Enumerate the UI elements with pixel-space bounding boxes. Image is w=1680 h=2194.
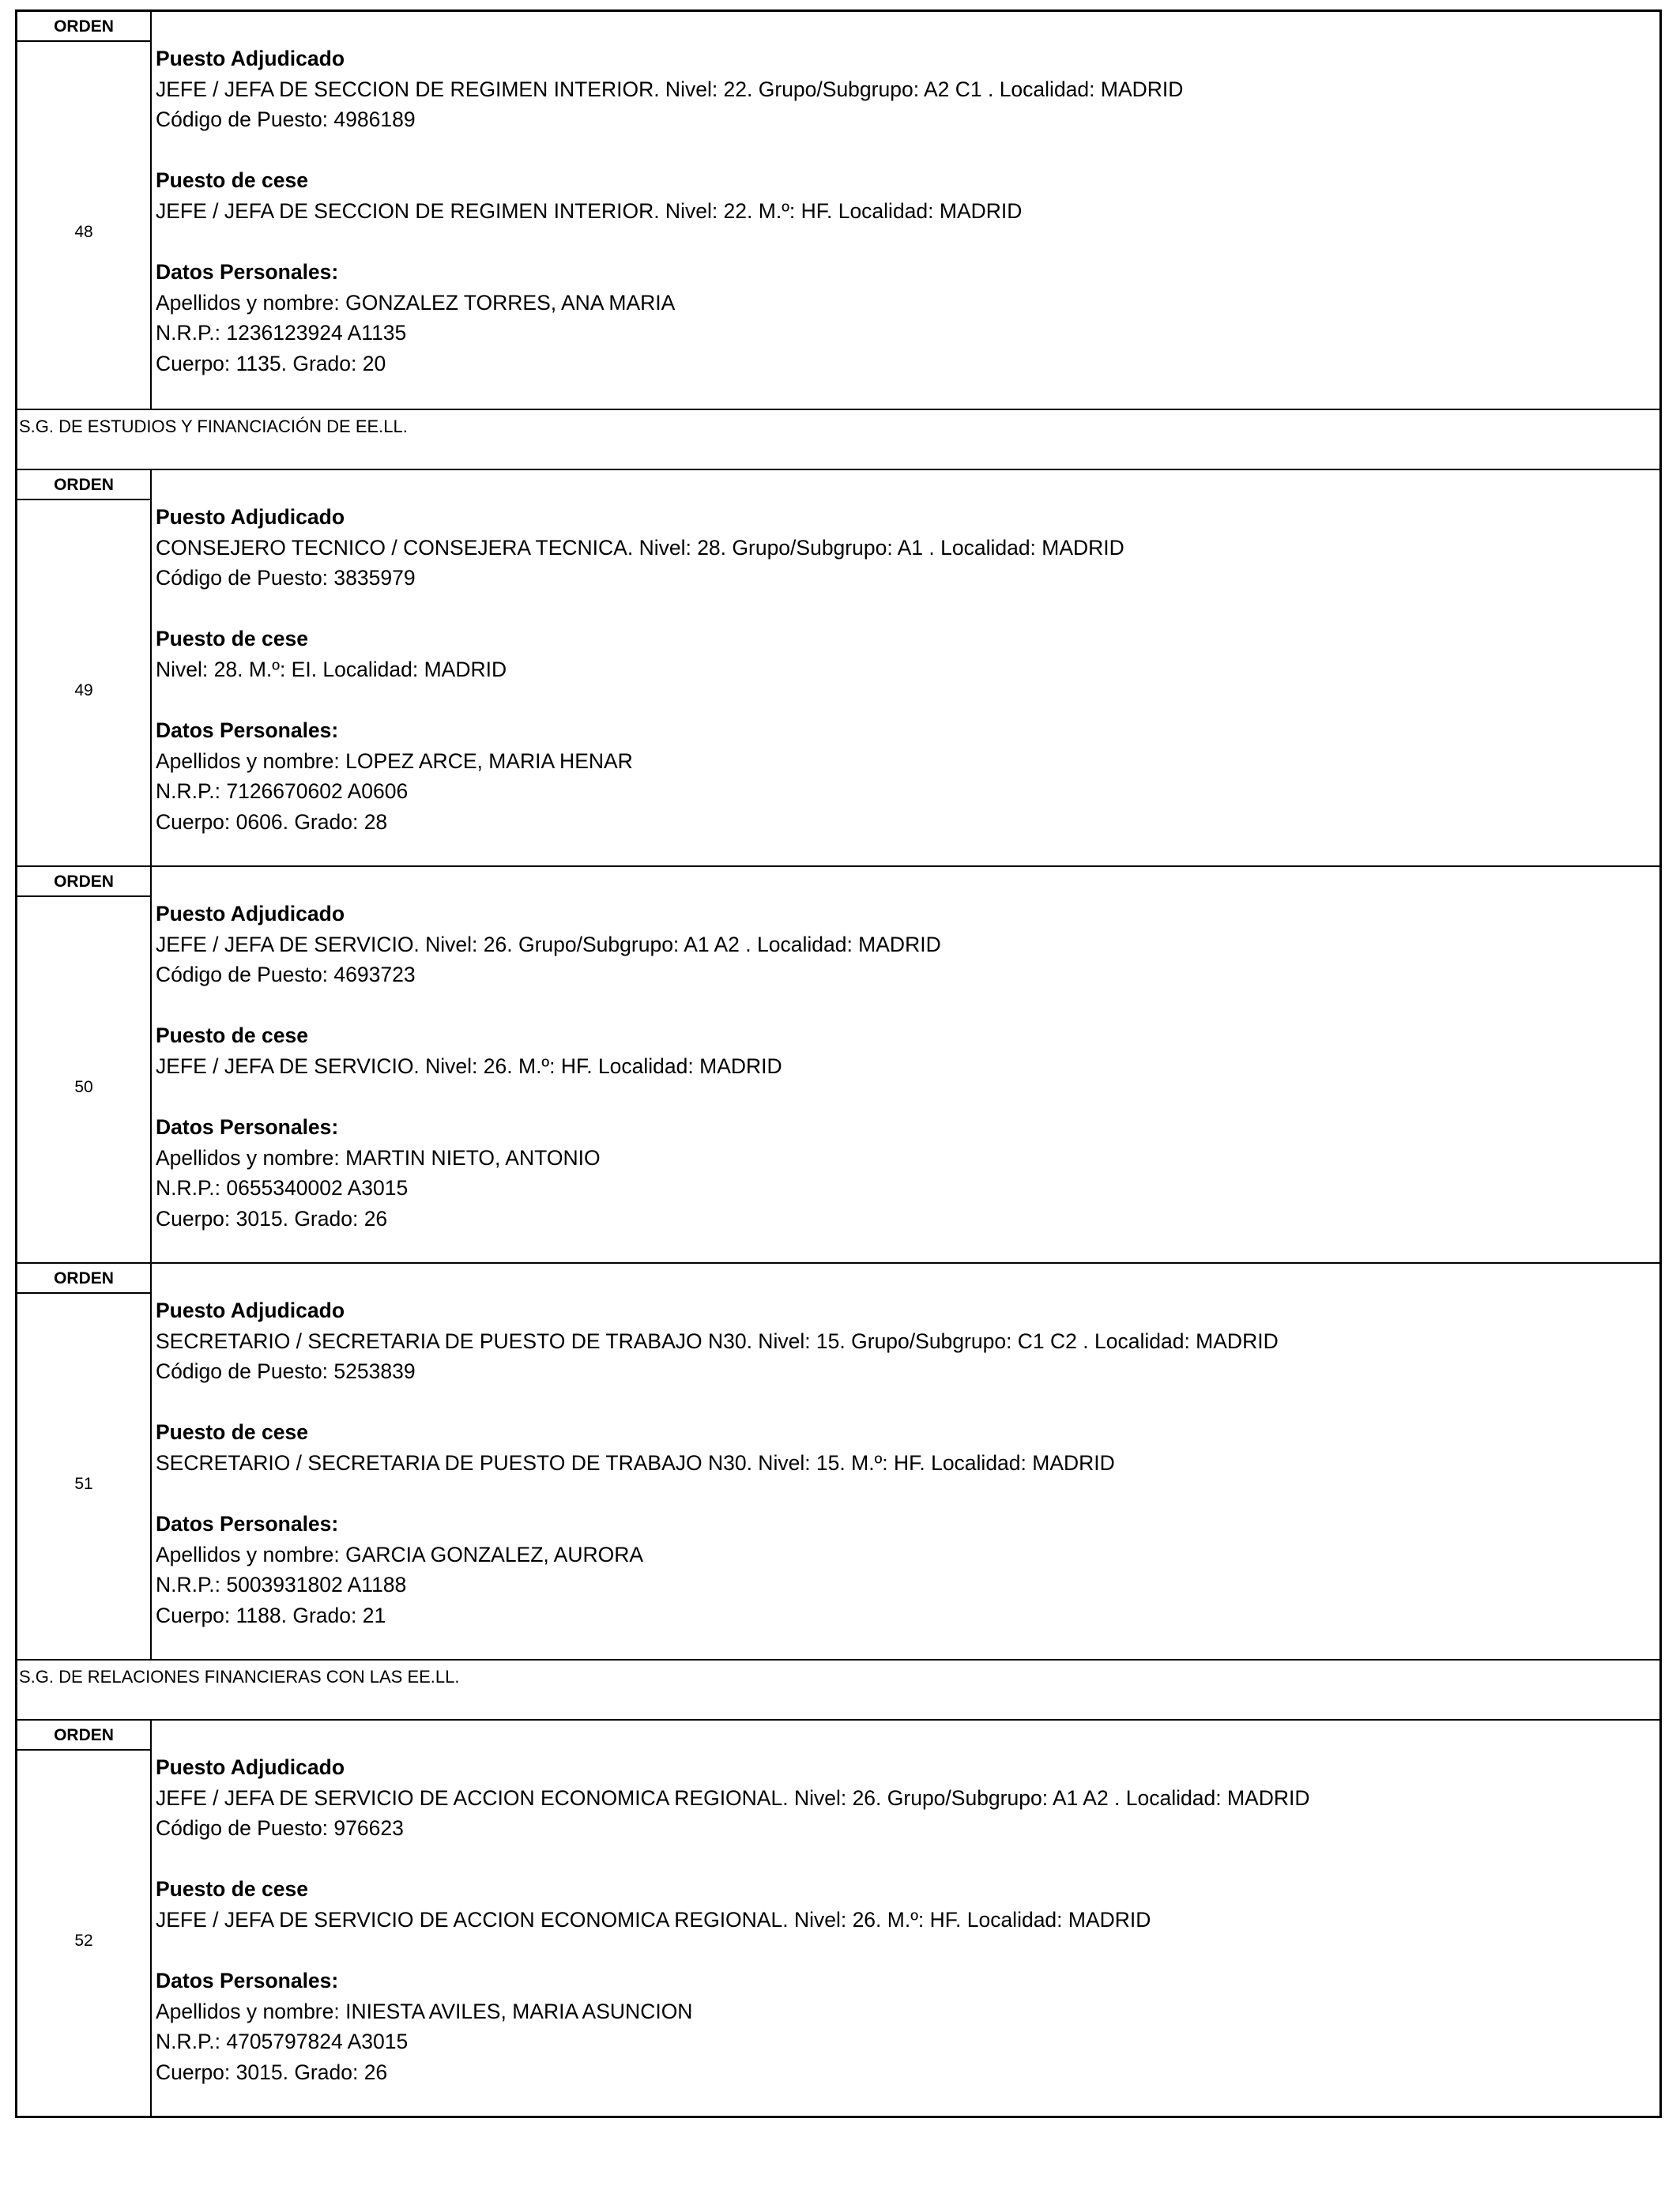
datos-personales-heading: Datos Personales: — [156, 1969, 339, 1993]
puesto-cese-heading: Puesto de cese — [156, 1877, 308, 1902]
entry-content — [152, 1264, 1659, 1659]
apellidos-nombre: Apellidos y nombre: GONZALEZ TORRES, ANA MARIA — [156, 290, 676, 315]
orden-header: ORDEN — [17, 867, 150, 897]
datos-personales-heading: Datos Personales: — [156, 718, 339, 743]
puesto-adjudicado-text: JEFE / JEFA DE SERVICIO. Nivel: 26. Grupo/Subgrupo: A1 A2 . Localidad: MADRID — [156, 932, 941, 956]
orden-number: 48 — [74, 223, 93, 241]
puesto-adjudicado-text: CONSEJERO TECNICO / CONSEJERA TECNICA. Nivel: 28. Grupo/Subgrupo: A1 . Localidad: MADRID — [156, 535, 1124, 560]
adjudication-table — [15, 9, 1662, 2118]
codigo-puesto: Código de Puesto: 976623 — [156, 1816, 404, 1841]
nrp: N.R.P.: 4705797824 A3015 — [156, 2030, 409, 2054]
cuerpo-grado: Cuerpo: 1135. Grado: 20 — [156, 351, 386, 375]
orden-header: ORDEN — [17, 1721, 150, 1751]
orden-number: 51 — [74, 1475, 93, 1493]
nrp: N.R.P.: 0655340002 A3015 — [156, 1176, 409, 1201]
cuerpo-grado: Cuerpo: 0606. Grado: 28 — [156, 809, 388, 834]
datos-personales-heading: Datos Personales: — [156, 1512, 339, 1536]
apellidos-nombre: Apellidos y nombre: INIESTA AVILES, MARIA ASUNCION — [156, 1999, 693, 2023]
entry-content — [152, 12, 1659, 409]
orden-column — [17, 1264, 152, 1659]
puesto-cese-heading: Puesto de cese — [156, 1420, 308, 1445]
codigo-puesto: Código de Puesto: 4986189 — [156, 107, 416, 132]
puesto-cese-text: SECRETARIO / SECRETARIA DE PUESTO DE TRABAJO N30. Nivel: 15. M.º: HF. Localidad: MADRID — [156, 1450, 1115, 1475]
cuerpo-grado: Cuerpo: 1188. Grado: 21 — [156, 1603, 386, 1627]
puesto-adjudicado-heading: Puesto Adjudicado — [156, 1299, 345, 1322]
orden-column — [17, 470, 152, 865]
entry-row — [17, 12, 1659, 409]
datos-personales-heading: Datos Personales: — [156, 1115, 339, 1140]
orden-number: 49 — [74, 681, 93, 699]
orden-column — [17, 12, 152, 409]
datos-personales-heading: Datos Personales: — [156, 260, 339, 285]
puesto-adjudicado-heading: Puesto Adjudicado — [156, 1755, 345, 1779]
puesto-adjudicado-heading: Puesto Adjudicado — [156, 47, 345, 70]
puesto-cese-text: JEFE / JEFA DE SERVICIO DE ACCION ECONOMICA REGIONAL. Nivel: 26. M.º: HF. Localidad: MADRID — [156, 1907, 1151, 1932]
orden-header: ORDEN — [17, 12, 150, 42]
entry-row — [17, 1719, 1659, 2116]
puesto-adjudicado-heading: Puesto Adjudicado — [156, 902, 345, 925]
entry-content — [152, 470, 1659, 865]
section-heading: S.G. DE RELACIONES FINANCIERAS CON LAS EE.LL. — [17, 1659, 1659, 1719]
apellidos-nombre: Apellidos y nombre: GARCIA GONZALEZ, AURORA — [156, 1542, 644, 1566]
section-heading: S.G. DE ESTUDIOS Y FINANCIACIÓN DE EE.LL. — [17, 409, 1659, 469]
entry-row — [17, 1262, 1659, 1659]
entry-content — [152, 867, 1659, 1262]
orden-number: 52 — [74, 1932, 93, 1950]
orden-header: ORDEN — [17, 1264, 150, 1294]
puesto-cese-heading: Puesto de cese — [156, 1023, 308, 1048]
orden-column — [17, 867, 152, 1262]
apellidos-nombre: Apellidos y nombre: MARTIN NIETO, ANTONIO — [156, 1145, 601, 1170]
puesto-cese-text: JEFE / JEFA DE SECCION DE REGIMEN INTERIOR. Nivel: 22. M.º: HF. Localidad: MADRID — [156, 198, 1023, 223]
puesto-adjudicado-text: SECRETARIO / SECRETARIA DE PUESTO DE TRABAJO N30. Nivel: 15. Grupo/Subgrupo: C1 C2 . Localidad: MADRID — [156, 1329, 1279, 1353]
puesto-adjudicado-text: JEFE / JEFA DE SECCION DE REGIMEN INTERIOR. Nivel: 22. Grupo/Subgrupo: A2 C1 . Localidad: MADRID — [156, 77, 1184, 101]
orden-header: ORDEN — [17, 470, 150, 500]
codigo-puesto: Código de Puesto: 4693723 — [156, 963, 416, 987]
entry-row — [17, 865, 1659, 1262]
puesto-cese-text: JEFE / JEFA DE SERVICIO. Nivel: 26. M.º: HF. Localidad: MADRID — [156, 1054, 782, 1078]
puesto-cese-heading: Puesto de cese — [156, 168, 308, 193]
puesto-cese-text: Nivel: 28. M.º: EI. Localidad: MADRID — [156, 657, 507, 681]
nrp: N.R.P.: 5003931802 A1188 — [156, 1573, 407, 1597]
entry-row — [17, 469, 1659, 865]
codigo-puesto: Código de Puesto: 3835979 — [156, 566, 416, 590]
orden-number: 50 — [74, 1078, 93, 1096]
entry-content — [152, 1721, 1659, 2116]
cuerpo-grado: Cuerpo: 3015. Grado: 26 — [156, 2060, 388, 2084]
orden-column — [17, 1721, 152, 2116]
nrp: N.R.P.: 7126670602 A0606 — [156, 779, 409, 804]
puesto-adjudicado-text: JEFE / JEFA DE SERVICIO DE ACCION ECONOMICA REGIONAL. Nivel: 26. Grupo/Subgrupo: A1 A2 . Localidad: MADRID — [156, 1785, 1310, 1810]
puesto-cese-heading: Puesto de cese — [156, 627, 308, 651]
cuerpo-grado: Cuerpo: 3015. Grado: 26 — [156, 1206, 388, 1231]
puesto-adjudicado-heading: Puesto Adjudicado — [156, 505, 345, 529]
apellidos-nombre: Apellidos y nombre: LOPEZ ARCE, MARIA HENAR — [156, 748, 633, 773]
nrp: N.R.P.: 1236123924 A1135 — [156, 321, 407, 345]
codigo-puesto: Código de Puesto: 5253839 — [156, 1359, 416, 1384]
